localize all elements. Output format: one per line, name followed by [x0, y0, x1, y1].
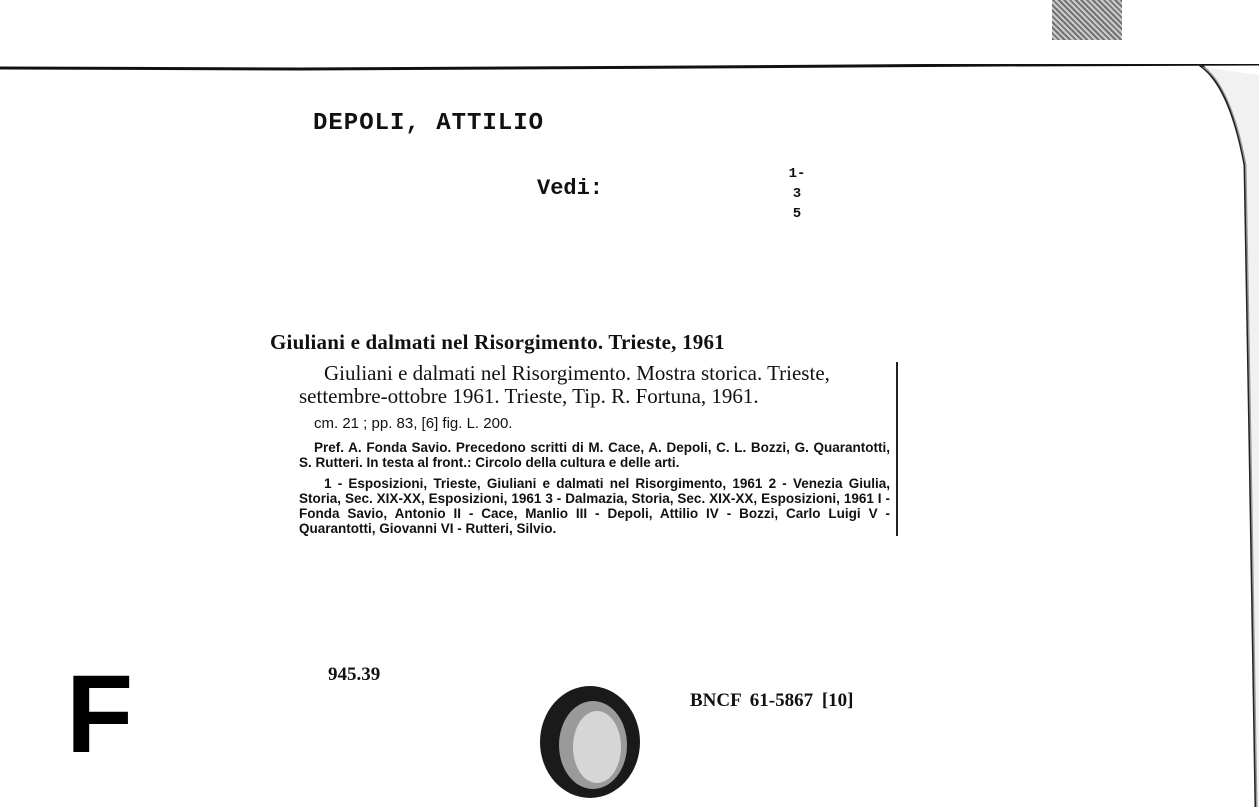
classification-number: 945.39: [328, 664, 381, 685]
vertical-handwritten-number: [787, 164, 807, 224]
entry-title: Giuliani e dalmati nel Risorgimento. Trieste, 1961: [270, 330, 725, 354]
corner-letter: F: [66, 653, 134, 776]
card-right-edge: [1190, 45, 1259, 807]
card-tab-mark: [1052, 0, 1122, 40]
card-heading: DEPOLI, ATTILIO: [313, 110, 545, 137]
see-reference-label: Vedi:: [537, 176, 604, 201]
vertical-number-digit: 3: [792, 186, 802, 202]
entry-note: Pref. A. Fonda Savio. Precedono scritti di M. Cace, A. Depoli, C. L. Bozzi, G. Quarantotti, S. Rutteri. In testa al front.: Circolo della cultura e delle arti.: [299, 440, 890, 470]
entry-body: [270, 362, 898, 536]
card-top-edge: [0, 64, 1259, 71]
physical-description: cm. 21 ; pp. 83, [6] fig. L. 200.: [314, 415, 513, 432]
vertical-number-digit: 1-: [788, 166, 806, 182]
bncf-number: BNCF 61-5867 [10]: [690, 690, 854, 711]
subject-headings: 1 - Esposizioni, Trieste, Giuliani e dalmati nel Risorgimento, 1961 2 - Venezia Giulia, Storia, Sec. XIX-XX, Esposizioni, 1961 3 - Dalmazia, Storia, Sec. XIX-XX, Esposizioni, 1961 I - Fonda Savio, Antonio II - Cace, Manlio III - Depoli, Attilio IV - Bozzi, Carlo Luigi V - Quarantotti, Giovanni VI - Rutteri, Silvio.: [299, 476, 890, 536]
vertical-number-digit: 5: [792, 206, 802, 222]
entry-description: Giuliani e dalmati nel Risorgimento. Mostra storica. Trieste, settembre-ottobre 1961. Trieste, Tip. R. Fortuna, 1961.: [299, 361, 830, 408]
catalog-entry: [270, 328, 918, 536]
punch-hole-icon: [537, 683, 643, 801]
